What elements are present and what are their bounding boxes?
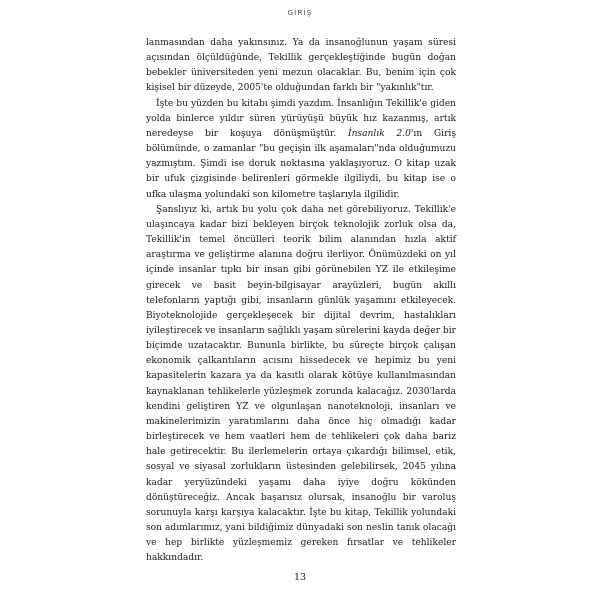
paragraph-2-text-start: İşte bu yüzden bu kitabı şimdi yazdım. İnsanlığın Tekillik'e giden yolda binlerce yıldır süren yürüyüşü büyük hız kazanmış, artık neredeyse bir koşuya dönüşmüştür.	[146, 98, 456, 139]
paragraph-3: Şanslıyız ki, artık bu yolu çok daha net görebiliyoruz. Tekillik'e ulaşıncaya kadar bizi bekleyen birçok teknolojik zorluk olsa da, Tekillik'in temel öncülleri teorik bilim alanından hızla aktif araştırma ve geliştirme alanına doğru ilerliyor. Önümüzdeki on yıl içinde insanlar tıpkı bir insan gibi görünebilen YZ ile etkileşime girecek ve basit beyin-bilgisayar arayüzleri, bugün akıllı telefonların yaptığı gibi, insanların günlük yaşamını etkileyecek. Biyoteknolojide gerçekleşecek bir dijital devrim, hastalıkları iyileştirecek ve insanların sağlıklı yaşam sürelerini kayda değer bir biçimde uzatacaktır. Bununla birlikte, bu süreçte birçok çalışan ekonomik çalkantıların acısını hissedecek ve hepimiz bu yeni kapasitelerin kazara ya da kasıtlı olarak kötüye kullanılmasından kaynaklanan tehlikelerle yüzleşmek zorunda kalacağız. 2030'larda kendini geliştiren YZ ve olgunlaşan nanoteknoloji, insanları ve makinelerimizin yaratımlarını daha önce hiç olmadığı kadar birleştirecek ve hem vaatleri hem de tehlikeleri çok daha bariz hale getirecektir. Bu ilerlemelerin ortaya çıkardığı bilimsel, etik, sosyal ve siyasal zorlukların üstesinden gelebilirsek, 2045 yılına kadar yeryüzündeki yaşamı daha iyiye doğru kökünden dönüştüreceğiz. Ancak başarısız olursak, insanoğlu bir varoluş sorunuyla karşı karşıya kalacaktır. İşte bu kitap, Tekillik yolundaki son adımlarımız, yani bildiğimiz dünyadaki son neslin tanık olacağı ve hep birlikte yüzleşmemiz gereken fırsatlar ve tehlikeler hakkındadır.	[146, 204, 457, 564]
body-text	[146, 36, 456, 566]
paragraph-2	[146, 97, 456, 203]
paragraph-2-text-end: 'ın Giriş bölümünde, o zamanlar "bu geçişin ilk aşamaları"nda olduğumuzu yazmıştım. Şimdi ise doruk noktasına yaklaşıyoruz. O kitap uzak bir ufuk çizgisinde belirenleri görmekle ilgiliydi, bu kitap ise o ufka ulaşma yolundaki son kilometre taşlarıyla ilgilidir.	[146, 128, 456, 200]
running-header: GİRİŞ	[287, 9, 313, 17]
book-title-italic: İnsanlık 2.0	[347, 128, 411, 139]
page-number: 13	[293, 572, 307, 583]
paragraph-1: lanmasından daha yakınsınız. Ya da insanoğlunun yaşam süresi açısından ölçüldüğünde, Tekillik gerçekleştiğinde bugün doğan bebekler üniversiteden yeni mezun olacaklar. Bu, benim için çok kişisel bir düzeyde, 2005'te olduğundan farklı bir "yakınlık"tır.	[146, 38, 456, 94]
